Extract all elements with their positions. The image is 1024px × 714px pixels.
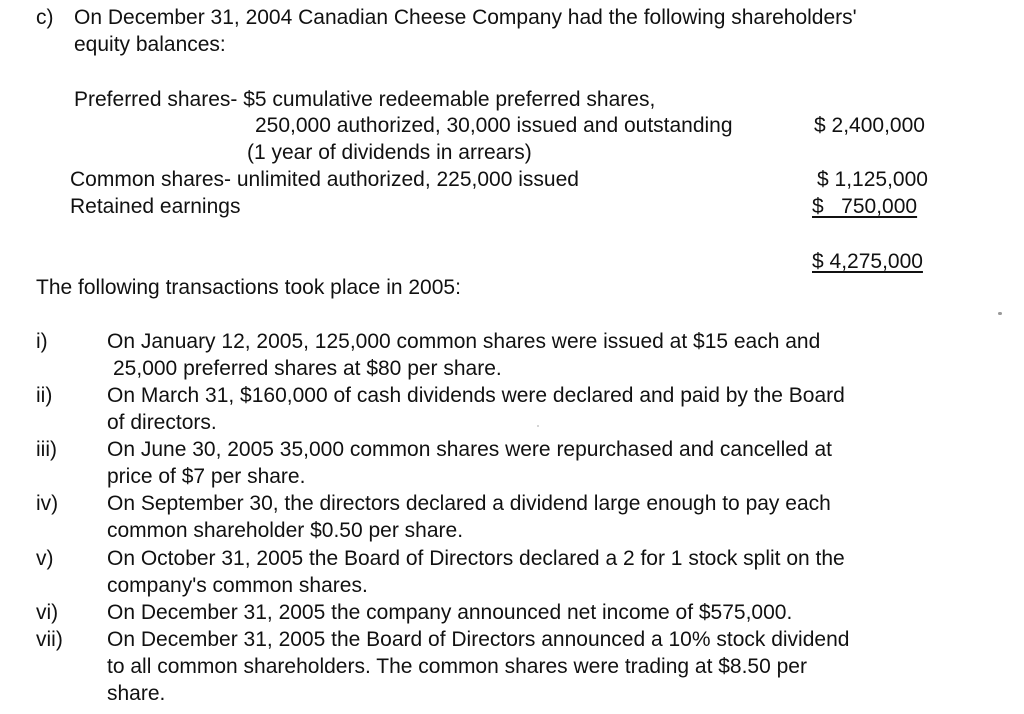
preferred-shares-line3: (1 year of dividends in arrears) [247,141,532,164]
scan-speck [537,425,539,427]
transaction-text-line: price of $7 per share. [107,465,306,488]
preferred-shares-line1: Preferred shares- $5 cumulative redeemable preferred shares, [74,88,656,111]
question-label: c) [36,6,54,29]
transactions-heading: The following transactions took place in 2005: [36,276,461,299]
transaction-text-line: On December 31, 2005 the company announced net income of $575,000. [107,601,793,624]
transaction-text-line: On September 30, the directors declared a dividend large enough to pay each [107,492,831,515]
transaction-text-line: On March 31, $160,000 of cash dividends were declared and paid by the Board [107,384,845,407]
transaction-text-line: share. [107,682,166,705]
preferred-shares-amount: $ 2,400,000 [814,114,925,137]
transaction-number: iv) [36,492,59,515]
transaction-number: v) [36,547,54,570]
question-intro-line1: On December 31, 2004 Canadian Cheese Company had the following shareholders' [74,6,857,29]
scan-speck [998,312,1002,315]
retained-earnings-amount: $ 750,000 [812,195,918,218]
transaction-number: ii) [36,384,53,407]
total-equity-amount: $ 4,275,000 [812,250,923,273]
transaction-text-line: On December 31, 2005 the Board of Directors announced a 10% stock dividend [107,628,850,651]
common-shares-amount: $ 1,125,000 [817,168,928,191]
transaction-number: vi) [36,601,59,624]
transaction-number: i) [36,330,48,353]
transaction-text-line: On June 30, 2005 35,000 common shares were repurchased and cancelled at [107,438,832,461]
common-shares-label: Common shares- unlimited authorized, 225,000 issued [70,168,579,191]
transaction-number: iii) [36,438,57,461]
retained-earnings-label: Retained earnings [70,195,241,218]
transaction-text-line: of directors. [107,411,217,434]
transaction-text-line: common shareholder $0.50 per share. [107,519,464,542]
transaction-number: vii) [36,628,63,651]
transaction-text-line: 25,000 preferred shares at $80 per share. [113,357,502,380]
transaction-text-line: to all common shareholders. The common shares were trading at $8.50 per [107,655,807,678]
transaction-text-line: On October 31, 2005 the Board of Directors declared a 2 for 1 stock split on the [107,547,845,570]
transaction-text-line: On January 12, 2005, 125,000 common shares were issued at $15 each and [107,330,821,353]
transaction-text-line: company's common shares. [107,574,368,597]
preferred-shares-line2: 250,000 authorized, 30,000 issued and outstanding [255,114,733,137]
question-intro-line2: equity balances: [74,33,226,56]
